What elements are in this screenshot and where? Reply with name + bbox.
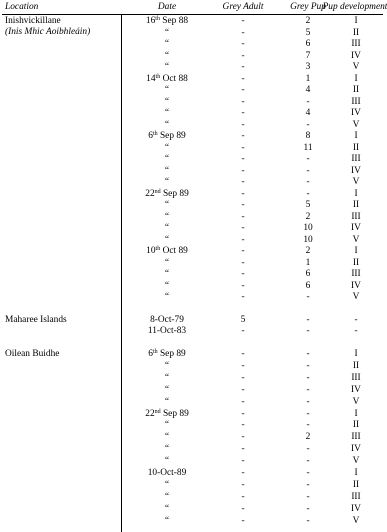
- header-rule: [2, 14, 383, 15]
- grey-pup-cell: 7: [305, 50, 311, 61]
- grey-pup-cell: -: [306, 479, 310, 490]
- grey-adult-cell: -: [241, 39, 245, 49]
- grey-adult-cell: -: [241, 396, 245, 407]
- grey-adult-cell: -: [241, 85, 245, 95]
- date-cell: “: [164, 50, 170, 61]
- pup-development-cell: IV: [351, 50, 361, 61]
- pup-development-cell: II: [352, 142, 360, 153]
- pup-development-cell: I: [354, 73, 358, 84]
- date-cell: “: [164, 257, 170, 268]
- grey-pup-cell: -: [306, 444, 310, 455]
- date-cell: “: [164, 177, 170, 187]
- date-cell: “: [164, 456, 170, 467]
- pup-development-cell: II: [352, 257, 360, 268]
- grey-pup-cell: -: [306, 468, 310, 478]
- date-cell: “: [164, 223, 170, 233]
- grey-adult-cell: -: [241, 223, 245, 233]
- grey-pup-cell: 11: [303, 142, 313, 153]
- grey-pup-cell: 4: [305, 108, 311, 118]
- pup-development-cell: V: [352, 456, 360, 467]
- date-cell: “: [164, 515, 170, 526]
- date-cell: “: [164, 360, 170, 371]
- grey-pup-cell: 1: [305, 73, 311, 84]
- grey-adult-cell: -: [241, 349, 245, 359]
- location-maharee-islands: Maharee Islands: [5, 315, 67, 325]
- pup-development-cell: III: [351, 39, 361, 49]
- pup-development-cell: I: [354, 16, 358, 26]
- pup-development-cell: V: [352, 177, 360, 187]
- grey-adult-cell: -: [241, 360, 245, 371]
- header-location: Location: [5, 2, 39, 12]
- grey-adult-cell: -: [241, 234, 245, 245]
- pup-development-cell: II: [352, 479, 360, 490]
- date-cell: “: [164, 479, 170, 490]
- grey-adult-cell: -: [241, 200, 245, 210]
- header-grey-adult: Grey Adult: [222, 2, 264, 12]
- pup-development-cell: III: [351, 154, 361, 164]
- grey-pup-cell: 5: [305, 27, 311, 38]
- grey-pup-cell: -: [306, 119, 310, 130]
- grey-pup-cell: 6: [305, 280, 311, 291]
- grey-pup-cell: -: [306, 396, 310, 407]
- grey-adult-cell: -: [241, 131, 245, 141]
- date-cell: 8-Oct-79: [150, 315, 184, 325]
- pup-development-cell: IV: [351, 223, 361, 233]
- pup-development-cell: V: [352, 396, 360, 407]
- grey-adult-cell: -: [241, 246, 245, 256]
- date-cell: “: [164, 96, 170, 107]
- grey-adult-cell: -: [241, 444, 245, 455]
- date-cell: “: [164, 200, 170, 210]
- date-cell: 11-Oct-83: [147, 325, 187, 336]
- grey-pup-cell: 1: [305, 257, 311, 268]
- pup-development-cell: III: [351, 491, 361, 502]
- grey-pup-cell: -: [306, 503, 310, 514]
- grey-pup-cell: -: [306, 349, 310, 359]
- grey-adult-cell: -: [241, 280, 245, 291]
- location-oilean-buidhe: Oilean Buidhe: [5, 349, 60, 359]
- grey-adult-cell: -: [241, 165, 245, 176]
- date-cell: “: [164, 85, 170, 95]
- pup-development-cell: III: [351, 96, 361, 107]
- grey-pup-cell: 10: [303, 234, 313, 245]
- pup-development-cell: III: [351, 269, 361, 279]
- date-cell: 22nd Sep 89: [145, 408, 189, 419]
- header-date: Date: [157, 2, 177, 12]
- pup-development-cell: I: [354, 468, 358, 478]
- grey-pup-cell: 2: [305, 432, 311, 443]
- grey-adult-cell: -: [241, 420, 245, 431]
- grey-adult-cell: -: [241, 27, 245, 38]
- grey-adult-cell: -: [241, 408, 245, 419]
- pup-development-cell: I: [354, 349, 358, 359]
- date-cell: “: [164, 234, 170, 245]
- pup-development-cell: II: [352, 200, 360, 210]
- pup-development-cell: -: [354, 325, 358, 336]
- grey-adult-cell: -: [241, 515, 245, 526]
- pup-development-cell: IV: [351, 444, 361, 455]
- date-cell: 22nd Sep 89: [145, 188, 189, 199]
- date-cell: 6th Sep 89: [148, 131, 186, 141]
- grey-pup-cell: 2: [305, 211, 311, 222]
- grey-pup-cell: -: [306, 325, 310, 336]
- date-cell: “: [164, 165, 170, 176]
- date-cell: “: [164, 280, 170, 291]
- grey-adult-cell: -: [241, 372, 245, 383]
- grey-pup-cell: -: [306, 188, 310, 199]
- location-inishvickillane-irish: (Inis Mhic Aoibhleáin): [5, 27, 91, 37]
- header-pup-development: Pup development: [322, 2, 387, 12]
- date-cell: “: [164, 108, 170, 118]
- grey-pup-cell: -: [306, 384, 310, 395]
- date-cell: “: [164, 154, 170, 164]
- date-cell: “: [164, 444, 170, 455]
- grey-pup-cell: -: [306, 165, 310, 176]
- grey-pup-cell: 4: [305, 85, 311, 95]
- grey-adult-cell: -: [241, 479, 245, 490]
- pup-development-cell: -: [354, 315, 358, 325]
- date-cell: “: [164, 396, 170, 407]
- grey-pup-cell: 6: [305, 269, 311, 279]
- grey-pup-cell: -: [306, 96, 310, 107]
- date-cell: “: [164, 62, 170, 72]
- grey-adult-cell: -: [241, 384, 245, 395]
- grey-adult-cell: -: [241, 468, 245, 478]
- grey-adult-cell: -: [241, 16, 245, 26]
- grey-pup-cell: -: [306, 420, 310, 431]
- header-grey-pup: Grey Pup: [290, 2, 326, 12]
- pup-development-cell: III: [351, 432, 361, 443]
- grey-adult-cell: -: [241, 177, 245, 187]
- date-cell: “: [164, 211, 170, 222]
- grey-pup-cell: -: [306, 177, 310, 187]
- pup-development-cell: I: [354, 408, 358, 419]
- date-cell: 6th Sep 89: [148, 349, 186, 359]
- location-inishvickillane: Inishvickillane: [5, 16, 61, 26]
- grey-adult-cell: 5: [240, 315, 246, 325]
- date-cell: “: [164, 119, 170, 130]
- grey-pup-cell: 6: [305, 39, 311, 49]
- grey-pup-cell: -: [306, 408, 310, 419]
- pup-development-cell: II: [352, 360, 360, 371]
- grey-pup-cell: 3: [305, 62, 311, 72]
- grey-pup-cell: -: [306, 315, 310, 325]
- grey-adult-cell: -: [241, 456, 245, 467]
- grey-adult-cell: -: [241, 154, 245, 164]
- grey-adult-cell: -: [241, 503, 245, 514]
- grey-adult-cell: -: [241, 73, 245, 84]
- date-cell: “: [164, 39, 170, 49]
- date-cell: “: [164, 491, 170, 502]
- pup-development-cell: II: [352, 420, 360, 431]
- date-cell: “: [164, 372, 170, 383]
- date-cell: “: [164, 269, 170, 279]
- pup-development-cell: V: [352, 292, 360, 302]
- grey-pup-cell: -: [306, 491, 310, 502]
- grey-pup-cell: -: [306, 456, 310, 467]
- grey-pup-cell: -: [306, 292, 310, 302]
- grey-pup-cell: 10: [303, 223, 313, 233]
- pup-development-cell: V: [352, 119, 360, 130]
- grey-adult-cell: -: [241, 50, 245, 61]
- grey-pup-cell: 2: [305, 246, 311, 256]
- date-cell: 14th Oct 88: [146, 73, 188, 84]
- grey-adult-cell: -: [241, 108, 245, 118]
- pup-development-cell: III: [351, 211, 361, 222]
- grey-adult-cell: -: [241, 292, 245, 302]
- grey-adult-cell: -: [241, 432, 245, 443]
- grey-pup-cell: -: [306, 372, 310, 383]
- grey-pup-cell: 2: [305, 16, 311, 26]
- grey-pup-cell: -: [306, 360, 310, 371]
- date-cell: 16th Sep 88: [145, 16, 189, 26]
- grey-adult-cell: -: [241, 257, 245, 268]
- grey-adult-cell: -: [241, 325, 245, 336]
- pup-development-cell: II: [352, 27, 360, 38]
- date-cell: “: [164, 420, 170, 431]
- pup-development-cell: I: [354, 246, 358, 256]
- pup-development-cell: V: [352, 62, 360, 72]
- pup-development-cell: IV: [351, 280, 361, 291]
- pup-development-cell: IV: [351, 165, 361, 176]
- pup-development-cell: I: [354, 188, 358, 199]
- pup-development-cell: III: [351, 372, 361, 383]
- grey-adult-cell: -: [241, 62, 245, 72]
- grey-adult-cell: -: [241, 211, 245, 222]
- pup-development-cell: IV: [351, 503, 361, 514]
- grey-pup-cell: 8: [305, 131, 311, 141]
- date-cell: “: [164, 432, 170, 443]
- date-cell: “: [164, 503, 170, 514]
- pup-development-cell: I: [354, 131, 358, 141]
- date-cell: “: [164, 142, 170, 153]
- pup-development-cell: IV: [351, 384, 361, 395]
- grey-adult-cell: -: [241, 96, 245, 107]
- grey-adult-cell: -: [241, 119, 245, 130]
- grey-adult-cell: -: [241, 269, 245, 279]
- grey-pup-cell: -: [306, 515, 310, 526]
- grey-pup-cell: 5: [305, 200, 311, 210]
- pup-development-cell: II: [352, 85, 360, 95]
- grey-adult-cell: -: [241, 142, 245, 153]
- date-cell: “: [164, 292, 170, 302]
- pup-development-cell: V: [352, 234, 360, 245]
- pup-development-cell: IV: [351, 108, 361, 118]
- date-cell: 10th Oct 89: [146, 246, 188, 256]
- date-cell: 10-Oct-89: [147, 468, 187, 478]
- grey-adult-cell: -: [241, 491, 245, 502]
- grey-adult-cell: -: [241, 188, 245, 199]
- pup-development-cell: V: [352, 515, 360, 526]
- grey-pup-cell: -: [306, 154, 310, 164]
- date-cell: “: [164, 27, 170, 38]
- date-cell: “: [164, 384, 170, 395]
